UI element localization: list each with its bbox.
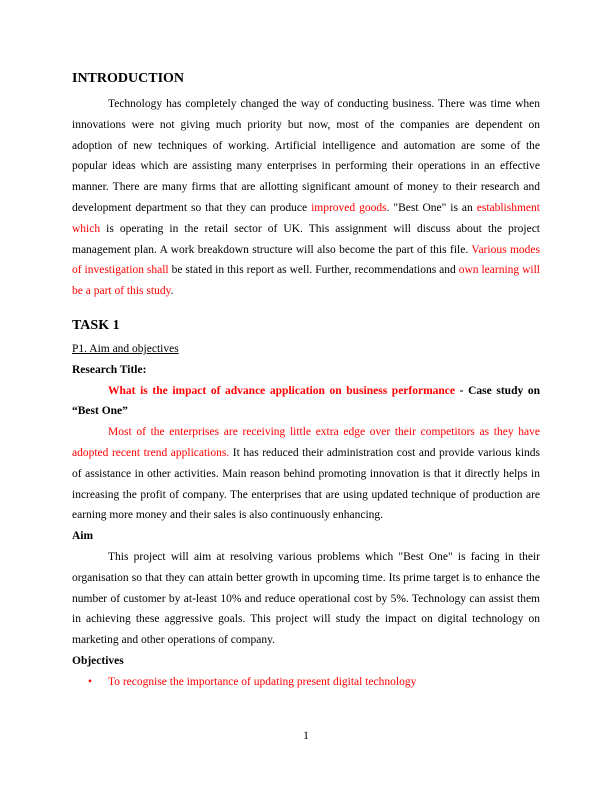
intro-text-2: . "Best One" is an (386, 201, 477, 214)
intro-highlight-1: improved goods (311, 201, 387, 214)
research-paragraph (72, 422, 540, 526)
research-title-highlight: What is the impact of advance application on business performance (108, 384, 456, 397)
intro-text-5: . (170, 285, 174, 298)
document-page (72, 70, 540, 693)
intro-text-4: be stated in this report as well. Further, recommendations and (168, 264, 459, 277)
objectives-list (72, 672, 540, 693)
task1-heading: TASK 1 (72, 317, 120, 333)
intro-text-1: Technology has completely changed the way of conducting business. There was time when innovations were not giving much priority but now, most of the companies are dependent on adoption of new techniques of working. Artificial intelligence and automation are some of the popular ideas which are assisting many enterprises in performing their operations in an effective manner. There are many firms that are allotting significant amount of money to their research and development department so that they can produce (72, 98, 540, 214)
research-title-label: Research Title: (72, 363, 147, 376)
research-title (72, 381, 540, 423)
page-number: 1 (303, 730, 309, 742)
intro-highlight-4: own learning will be a part of this study (72, 264, 541, 298)
intro-text-3: is operating in the retail sector of UK. This assignment will discuss about the project management plan. A work breakdown structure will also become the part of this file. (72, 222, 540, 256)
intro-highlight-2: establishment which (72, 201, 540, 235)
research-paragraph-rest: It has reduced their administration cost and provide various kinds of assistance in other activities. Main reason behind promoting innovation is that it directly helps in increasing the profit of company. The enterprises that are using updated technique of production are earning more money and their sales is also continuously enhancing. (72, 446, 540, 522)
introduction-heading: INTRODUCTION (72, 71, 185, 86)
research-paragraph-highlight: Most of the enterprises are receiving little extra edge over their competitors as they have adopted recent trend applications. (72, 426, 540, 459)
intro-highlight-3: Various modes of investigation shall (72, 243, 540, 277)
bullet-icon: • (88, 675, 93, 688)
aim-label: Aim (72, 530, 94, 543)
list-item (72, 672, 540, 693)
objective-text: To recognise the importance of updating present digital technology (108, 675, 417, 688)
objectives-label: Objectives (72, 654, 124, 667)
introduction-paragraph (72, 94, 540, 302)
research-title-rest: - Case study on “Best One” (72, 384, 540, 418)
task1-subheading: P1. Aim and objectives (72, 342, 179, 355)
aim-paragraph: This project will aim at resolving various problems which "Best One" is facing in their organisation so that they can attain better growth in upcoming time. Its prime target is to enhance the number of customer by at-least 10% and reduce operational cost by 5%. Technology can assist them in achieving these aggressive goals. This project will study the impact on digital technology on marketing and other operations of company. (72, 550, 540, 647)
